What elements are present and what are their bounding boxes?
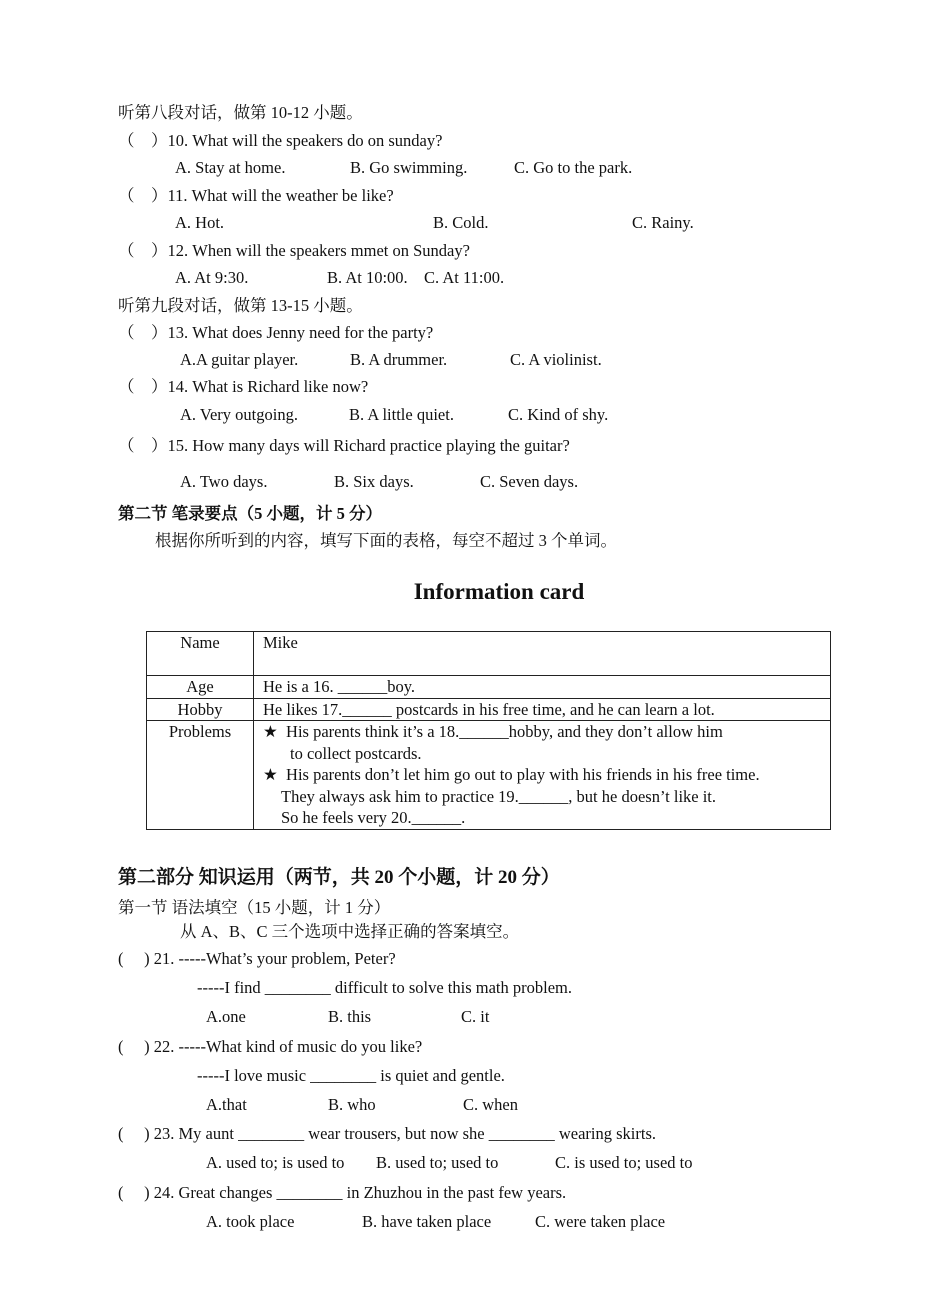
problems-line: ★ His parents think it’s a 18.______hobby, and they don’t allow him xyxy=(263,722,723,741)
q13-stem: （ ）13. What does Jenny need for the party? xyxy=(118,323,434,342)
q23-option-a: A. used to; is used to xyxy=(206,1153,345,1172)
q10-stem: （ ）10. What will the speakers do on sunday? xyxy=(118,131,443,150)
card-title: Information card xyxy=(413,579,585,604)
q24-option-c: C. were taken place xyxy=(535,1212,666,1231)
q11-option-c: C. Rainy. xyxy=(632,213,694,232)
hobby-label: Hobby xyxy=(147,698,254,721)
q23-stem: ( ) 23. My aunt ________ wear trousers, but now she ________ wearing skirts. xyxy=(118,1124,657,1143)
part2-subheading: 第一节 语法填空（15 小题，计 1 分） xyxy=(118,898,391,917)
q14-option-b: B. A little quiet. xyxy=(349,405,454,424)
q13-option-a: A.A guitar player. xyxy=(180,350,299,369)
q21-stem: ( ) 21. -----What’s your problem, Peter? xyxy=(118,949,396,968)
q13-option-b: B. A drummer. xyxy=(350,350,448,369)
q21-option-b: B. this xyxy=(328,1007,372,1026)
q11-option-a: A. Hot. xyxy=(175,213,225,232)
q15-stem: （ ）15. How many days will Richard practice playing the guitar? xyxy=(118,436,570,455)
q12-stem: （ ）12. When will the speakers mmet on Sunday? xyxy=(118,241,470,260)
q21-option-c: C. it xyxy=(461,1007,490,1026)
q21-option-a: A.one xyxy=(206,1007,246,1026)
problems-line: ★ His parents don’t let him go out to play with his friends in his free time. xyxy=(263,765,760,784)
q23-option-c: C. is used to; used to xyxy=(555,1153,693,1172)
q24-option-a: A. took place xyxy=(206,1212,295,1231)
q22-option-a: A.that xyxy=(206,1095,247,1114)
hobby-value: He likes 17.______ postcards in his free time, and he can learn a lot. xyxy=(254,698,831,721)
q10-option-a: A. Stay at home. xyxy=(175,158,286,177)
q24-option-b: B. have taken place xyxy=(362,1212,492,1231)
q14-option-c: C. Kind of shy. xyxy=(508,405,609,424)
name-value: Mike xyxy=(254,632,831,676)
section2-instruction: 根据你所听到的内容，填写下面的表格，每空不超过 3 个单词。 xyxy=(155,531,617,550)
age-value: He is a 16. ______boy. xyxy=(254,676,831,699)
hobby-row xyxy=(147,698,831,721)
q10-option-b: B. Go swimming. xyxy=(350,158,468,177)
age-label: Age xyxy=(147,676,254,699)
conv8-instruction: 听第八段对话，做第 10-12 小题。 xyxy=(118,103,363,122)
problems-row xyxy=(147,721,831,830)
q11-stem: （ ）11. What will the weather be like? xyxy=(118,186,394,205)
q13-option-c: C. A violinist. xyxy=(510,350,602,369)
q21-reply: -----I find ________ difficult to solve this math problem. xyxy=(197,978,573,997)
q22-option-b: B. who xyxy=(328,1095,376,1114)
information-card-table xyxy=(146,631,831,830)
problems-line: to collect postcards. xyxy=(290,743,422,763)
part2-instruction: 从 A、B、C 三个选项中选择正确的答案填空。 xyxy=(180,922,520,941)
name-row xyxy=(147,632,831,676)
q10-option-c: C. Go to the park. xyxy=(514,158,633,177)
problems-value xyxy=(254,721,831,830)
problems-line: So he feels very 20.______. xyxy=(281,808,466,827)
q15-option-c: C. Seven days. xyxy=(480,472,579,491)
part2-heading: 第二部分 知识运用（两节，共 20 个小题，计 20 分） xyxy=(118,867,560,888)
problems-label: Problems xyxy=(147,721,254,830)
age-row xyxy=(147,676,831,699)
q11-option-b: B. Cold. xyxy=(433,213,489,232)
q12-option-b: B. At 10:00. xyxy=(327,268,408,287)
q24-stem: ( ) 24. Great changes ________ in Zhuzhou in the past few years. xyxy=(118,1183,567,1202)
q12-option-a: A. At 9:30. xyxy=(175,268,249,287)
name-label: Name xyxy=(147,632,254,676)
q22-option-c: C. when xyxy=(463,1095,518,1114)
q14-stem: （ ）14. What is Richard like now? xyxy=(118,377,369,396)
q22-stem: ( ) 22. -----What kind of music do you like? xyxy=(118,1037,423,1056)
q22-reply: -----I love music ________ is quiet and gentle. xyxy=(197,1066,505,1085)
q23-option-b: B. used to; used to xyxy=(376,1153,499,1172)
q12-option-c: C. At 11:00. xyxy=(424,268,505,287)
q14-option-a: A. Very outgoing. xyxy=(180,405,298,424)
q15-option-a: A. Two days. xyxy=(180,472,268,491)
section2-heading: 第二节 笔录要点（5 小题，计 5 分） xyxy=(118,504,382,523)
q15-option-b: B. Six days. xyxy=(334,472,414,491)
conv9-instruction: 听第九段对话，做第 13-15 小题。 xyxy=(118,296,363,315)
problems-line: They always ask him to practice 19.______, but he doesn’t like it. xyxy=(281,786,717,806)
